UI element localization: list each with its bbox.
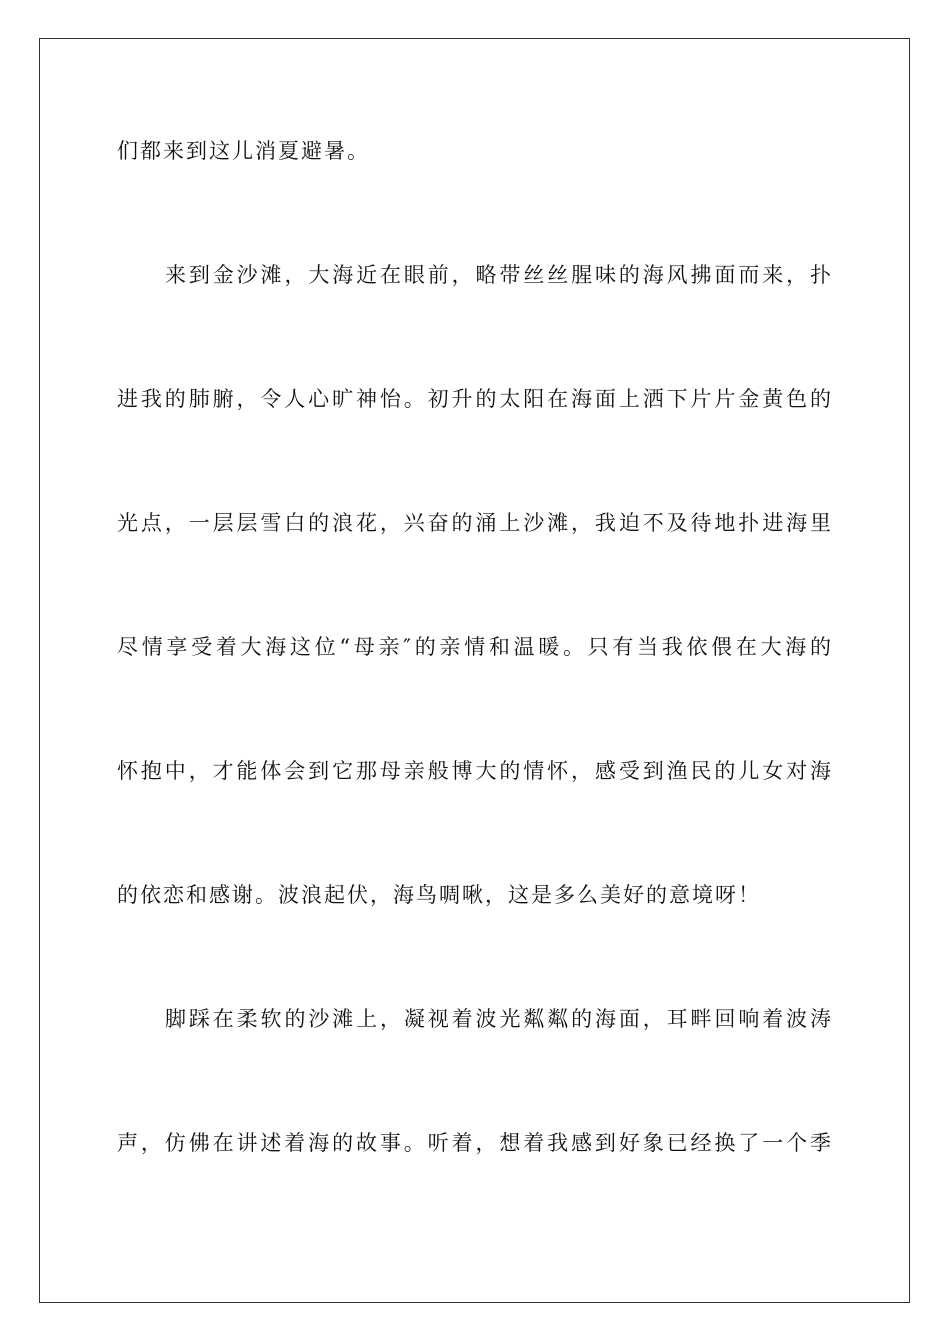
text-line-5: 尽情享受着大海这位“母亲″的亲情和温暖。只有当我依偎在大海的 <box>117 635 833 659</box>
text-line-2: 来到金沙滩，大海近在眼前，略带丝丝腥味的海风拂面而来，扑 <box>165 263 833 287</box>
text-line-1: 们都来到这儿消夏避暑。 <box>117 139 370 163</box>
text-line-3: 进我的肺腑，令人心旷神怡。初升的太阳在海面上洒下片片金黄色的 <box>117 387 833 411</box>
text-line-6: 怀抱中，才能体会到它那母亲般博大的情怀，感受到渔民的儿女对海 <box>117 759 833 783</box>
text-line-7: 的依恋和感谢。波浪起伏，海鸟啁啾，这是多么美好的意境呀！ <box>117 883 761 907</box>
text-line-9: 声，仿佛在讲述着海的故事。听着，想着我感到好象已经换了一个季 <box>117 1131 833 1155</box>
text-line-4: 光点，一层层雪白的浪花，兴奋的涌上沙滩，我迫不及待地扑进海里 <box>117 511 833 535</box>
page-border <box>39 38 910 1303</box>
text-line-8: 脚踩在柔软的沙滩上，凝视着波光粼粼的海面，耳畔回响着波涛 <box>165 1007 833 1031</box>
